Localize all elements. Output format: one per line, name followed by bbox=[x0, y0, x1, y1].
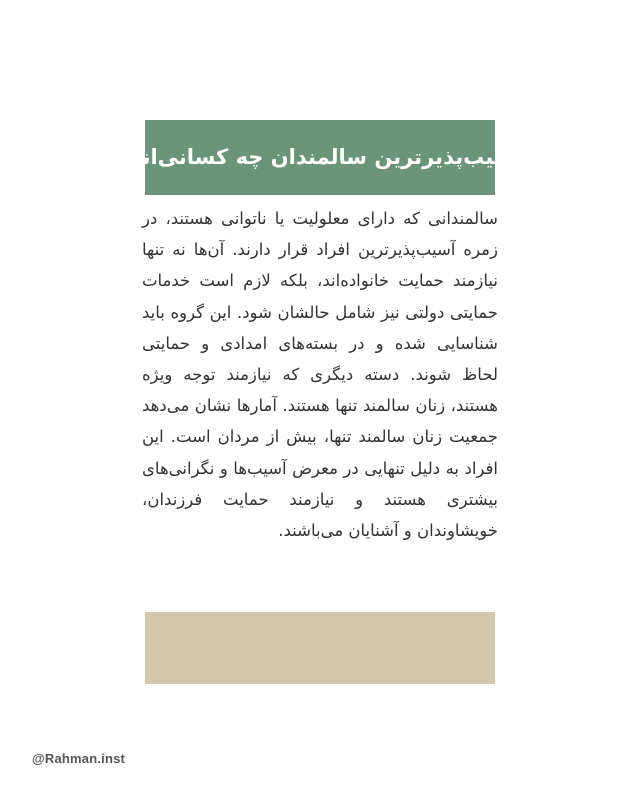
post-title: آسیب‌پذیرترین سالمندان چه کسانی‌اند؟ bbox=[118, 144, 522, 169]
decorative-box bbox=[145, 612, 495, 684]
author-handle: @Rahman.inst bbox=[32, 751, 126, 766]
body-paragraph: سالمندانی که دارای معلولیت یا ناتوانی هستند، در زمره آسیب‌پذیرترین افراد قرار دارند. آن‌ها نه تنها نیازمند حمایت خانواده‌اند، بلکه لازم است خدمات حمایتی دولتی نیز شامل حالشان شود. این گروه باید شناسایی شده و در بسته‌های امدادی و حمایتی لحاظ شوند. دسته دیگری که نیازمند توجه ویژه هستند، زنان سالمند تنها هستند. آمارها نشان می‌دهد جمعیت زنان سالمند تنها، بیش از مردان است. این افراد به دلیل تنهایی در معرض آسیب‌ها و نگرانی‌های بیشتری هستند و نیازمند حمایت فرزندان، خویشاوندان و آشنایان می‌باشند. bbox=[142, 209, 498, 541]
title-banner bbox=[118, 120, 522, 195]
